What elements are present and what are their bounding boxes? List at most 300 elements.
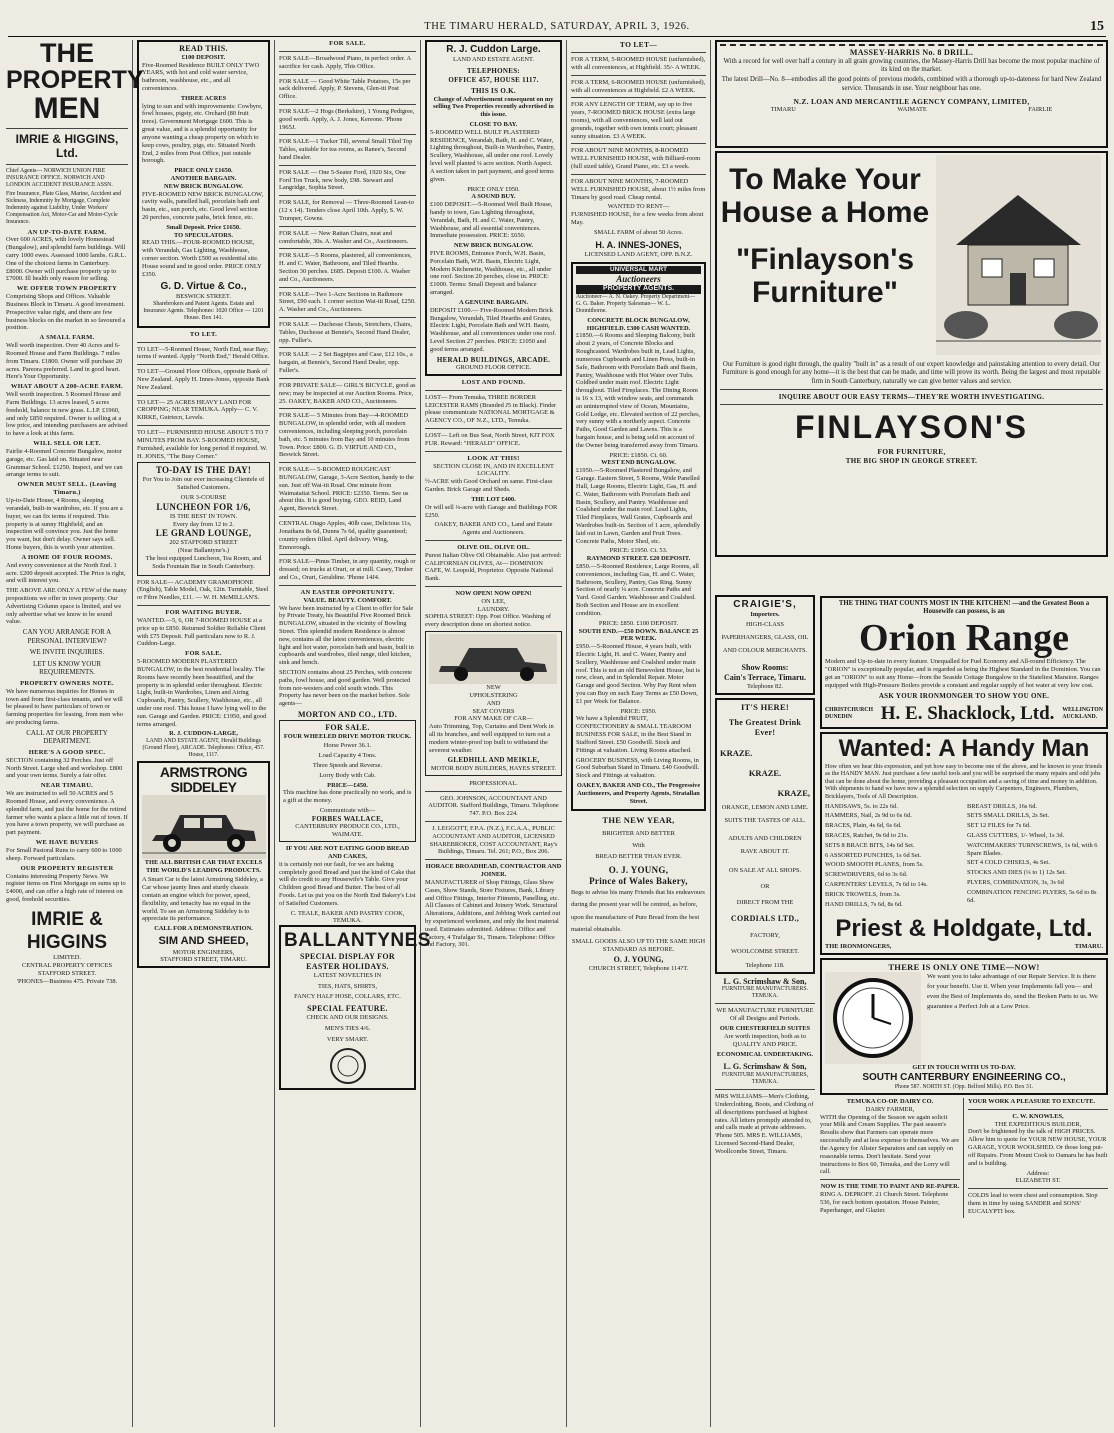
ballantynes-sub: SPECIAL DISPLAY FOR EASTER HOLIDAYS. — [300, 952, 395, 972]
temuka-heading: TEMUKA CO-OP. DAIRY CO. — [846, 1098, 934, 1106]
telephone-82: Telephone 82. — [746, 682, 784, 690]
professional-heading: PROFESSIONAL. — [469, 779, 518, 787]
truck-price: PRICE—£450. — [327, 781, 368, 789]
price-3: PRICE: £850. £100 DEPOSIT. — [598, 619, 679, 627]
tolet-4: TO LET— FURNISHED HOUSE ABOUT 5 TO 7 MINUTES FROM BAY. 5-ROOMED HOUSE, Furnished, available for long period if required. W. H. JONES, "The Busy Corner." — [137, 429, 269, 460]
clock-icon — [825, 972, 921, 1064]
orion-ad — [820, 596, 1108, 729]
owners-heading: PROPERTY OWNERS NOTE. — [20, 679, 114, 687]
look-sub: SECTION CLOSE IN, AND IN EXCELLENT LOCALITY. — [433, 462, 554, 478]
ok-text: Change of Advertisement consequent on my selling Two Properties recently advertised in this issue. — [433, 95, 554, 119]
cordials: CORDIALS LTD., — [730, 914, 800, 924]
gledhill-name: GLEDHILL AND MEIKLE, — [447, 756, 540, 765]
house-illustration — [936, 155, 1101, 355]
scrimshaw-1: L. G. Scrimshaw & Son, — [723, 976, 807, 986]
massey-ad — [715, 40, 1108, 148]
bottom-row — [820, 1098, 1108, 1218]
cains-terrace: Cain's Terrace, Timaru. — [724, 673, 806, 683]
get-in-touch: GET IN TOUCH WITH US TO-DAY. — [912, 1063, 1016, 1071]
horace-heading: HORACE BROADHEAD, CONTRACTOR AND JOINER. — [425, 863, 562, 879]
classified-item: FOR SALE—1 Tucker Till, several Small Tiled Top Tables, suitable for tea rooms, as Ranee's, Second hand Dealer. — [279, 138, 413, 162]
laundry: LAUNDRY. — [477, 605, 510, 613]
insurance-lines: Fire Insurance, Plate Glass, Marine, Accident and Sickness, Indemnity by Mortgage, Complete Indemnity against Liability, Under Workers' Compensation Act, Motor-Car and Motor-Cycle Insurance. — [6, 191, 122, 226]
tel-heading: TELEPHONES: — [466, 67, 521, 75]
tolet-heading: TO LET. — [189, 330, 218, 338]
classified-item: FOR SALE — 2 Set Bagpipes and Case, £12 10s., a bargain, at Bennie's, Second Hand Dealer, opp. Fuller's. — [279, 351, 413, 375]
tool-price: PLYERS, COMBINATION, 3s, 3s 6d — [967, 879, 1064, 887]
near-heading: NEAR TIMARU. — [40, 782, 94, 790]
small-farm: SMALL FARM of about 50 Acres. — [593, 228, 684, 236]
ballantynes-novel: LATEST NOVELTIES IN — [313, 971, 382, 979]
tool-price: HANDSAWS, 5s. to 22s 6d. — [825, 802, 898, 810]
ok-heading: THIS IS O.K. — [471, 87, 516, 96]
forany-text: FOR ANY MAKE OF CAR— — [454, 715, 533, 723]
classified-item: FOR SALE—Pinus Timber, in any quantity, rough or dressed; on trucks at Orari, or at mill. Casey, Timber and Co., Orari, Geraldine. 'Phone 14J4. — [279, 558, 416, 581]
importers: Importers. — [750, 611, 780, 619]
johnson-card: GEO. JOHNSON, ACCOUNTANT AND AUDITOR. Stafford Buildings, Timaru. Telephone 747. P.O. Box 224. — [428, 794, 559, 818]
gledhill-sub: MOTOR BODY BUILDERS, HAYES STREET. — [430, 764, 557, 772]
wanted-text: FURNISHED HOUSE, for a few weeks from about May. — [571, 211, 704, 226]
tolet-item: FOR A TERM, 6-ROOMED HOUSE (unfurnished), with all conveniences at Highfield. £2 A WEEK. — [571, 78, 706, 94]
classified-item: FOR SALE—5 Rooms, plastered, all conveniences, H. and C. Water, Bathroom, and Tiled Hearths. Section 30 perches. £685. Deposit £100. A. Washer and Co., Auctioneers. — [279, 252, 412, 283]
virtue-address: BESWICK STREET. — [176, 292, 231, 300]
close-heading: CLOSE TO BAY. — [469, 121, 518, 129]
virtue-ad — [137, 40, 270, 328]
shack-city-4: AUCKLAND. — [1062, 713, 1098, 720]
read-heading: READ THIS. — [179, 44, 228, 53]
fin-terms: INQUIRE ABOUT OUR EASY TERMS—THEY'RE WORTH INVESTIGATING. — [778, 392, 1045, 401]
finlayson-headline — [720, 155, 930, 355]
classified-item: FOR SALE— 5 Minutes from Bay—4-ROOMED BUNGALOW, in splendid order, with all modern conveniences, including sleeping porch, porcelain bath, etc. 5 minutes from Bay and 10 minutes from Town. Price: £800. G. D. VIRTUE AND CO., Beswick Street. — [279, 412, 410, 459]
timaru-text: TIMARU. — [1074, 942, 1103, 950]
tool-price: CARPENTERS' LEVELS, 7s 6d to 14s. — [825, 881, 928, 889]
priest-sub — [825, 943, 1103, 951]
seat-text: SEAT COVERS — [472, 707, 515, 715]
with: With — [632, 841, 645, 849]
classified-item: FOR SALE — One 5-Seater Ford, 1920 Six, One Ford Ton Truck, new body, £98. Stewart and Langridge, Sophia Street. — [279, 168, 406, 192]
smallgoods: SMALL GOODS ALSO UP TO THE SAME HIGH STANDARD AS BEFORE. — [571, 937, 706, 953]
tool-price: STOCKS AND DIES (¼ to 1) 12s Set. — [967, 869, 1067, 877]
column-4 — [425, 40, 562, 1427]
price-2: PRICE: £1950. Ct. 53. — [609, 547, 668, 555]
column-1 — [6, 38, 144, 1427]
tool-price: SCREWDRIVERS, 6d to 3s 6d. — [825, 871, 908, 879]
leggott-card: J. LEGGOTT, F.P.A. (N.Z.), F.C.A.A., PUBLIC ACCOUNTANT AND AUDITOR, LICENSED SHAREBROKER, COST ACCOUNTANT, Ray's Buildings, Timaru. Tel. 261; P.O., Box 206. — [429, 825, 558, 856]
worth-inspection: Are worth inspection, both as to QUALITY AND PRICE. — [724, 1032, 806, 1048]
armstrong-ad — [137, 761, 270, 968]
masthead — [8, 20, 1106, 37]
universal-mart-ad — [571, 262, 706, 811]
forbes-name: FORBES WALLACE, — [311, 814, 384, 823]
spec-text: SECTION containing 32 Perches. Just off North Street. Large shed and workshop. £800 and your own terms. Surely a fair offer. — [6, 756, 123, 780]
virtue-name: G. D. Virtue & Co., — [160, 280, 247, 292]
tolet-item: FOR ABOUT NINE MONTHS, 8-ROOMED WELL FURNISHED HOUSE, with Billiard-room (full sized table), Grand Piano, etc. £3 a week. — [571, 147, 701, 171]
car-body: A Smart Car is the latest Armstrong Siddeley, a Car whose jaunty lines and sturdy chassis contain an engine which for power, speed, flexibility, and tenacity has no equal in the world. To see an Armstrong Siddeley is to appreciate its performance. — [142, 876, 263, 923]
factory: FACTORY, — [750, 932, 780, 940]
craigie-text: HIGH-CLASS PAPERHANGERS, GLASS, OIL AND COLOUR MERCHANTS. — [721, 621, 809, 654]
column-2 — [137, 40, 270, 1427]
scrimshaw-2-sub: FURNITURE MANUFACTURERS, TEMUKA. — [721, 1072, 809, 1086]
large-name: R. J. Cuddon Large. — [446, 44, 541, 55]
laundry-text: SOPHIA STREET: Opp. Post Office. Washing of every description done on shortest notice. — [425, 613, 552, 629]
prince-bakery: Prince of Wales Bakery, — [589, 876, 688, 887]
tolet-3: TO LET— 25 ACRES HEAVY LAND FOR CROPPING; NEAR TEMUKA. Apply— C. V. KIRKE, Guirtecn, Levels. — [137, 398, 258, 422]
elizabeth-st: ELIZABETH ST. — [1015, 1177, 1061, 1185]
knowles-name: C. W. KNOWLES, — [1012, 1112, 1064, 1120]
forsale-heading: FOR SALE. — [185, 650, 222, 658]
column-rule — [710, 40, 711, 1427]
interview-text: CAN YOU ARRANGE FOR A PERSONAL INTERVIEW? — [22, 628, 112, 645]
ballantynes-ties: MEN'S TIES 4/6. — [324, 1024, 371, 1032]
price-1: PRICE: £1850. Ct. 60. — [609, 451, 668, 459]
fin-for: FOR FURNITURE, — [877, 447, 946, 457]
truck-heading: FOUR WHEELED DRIVE MOTOR TRUCK. — [283, 732, 412, 740]
tolet-item: FOR ABOUT NINE MONTHS, 7-ROOMED WELL FURNISHED HOUSE, about 1½ miles from Timaru by good road. Cheap rental. — [571, 177, 706, 201]
knowles-ad — [968, 1098, 1108, 1218]
small-farm-text: Well worth inspection. Over 40 Acres and 6-Roomed House and Farm Buildings. 7 miles from Timaru. £1800. Owner will purchase 20 acres. Pareora preferred. Land in good heart. Here's Your Opportunity. — [6, 342, 123, 381]
adults: ADULTS AND CHILDREN RAVE ABOUT IT. — [728, 835, 802, 856]
lounge-ad — [137, 462, 270, 575]
innes-sub: LICENSED LAND AGENT, OPP. B.N.Z. — [584, 250, 693, 258]
tool-lists — [825, 803, 1103, 911]
temuka-dairy-ad — [820, 1098, 964, 1218]
nzloan: N.Z. LOAN AND MERCANTILE AGENCY COMPANY, LIMITED, — [793, 96, 1030, 106]
tool-price: SET 4 COLD CHISELS, 4s Set. — [967, 859, 1050, 867]
buyers-heading: WE HAVE BUYERS — [35, 839, 99, 847]
trim-text: Auto Trimming, Top, Curtains and Dent Work in all its branches, and well equipped to turn out a modern winter-proof top built to withstand the severest weather. — [429, 723, 554, 754]
read-text: Five-Roomed Residence BUILT ONLY TWO YEARS, with hot and cold water service, bathroom, washhouse, etc., and all conveniences. — [142, 61, 260, 92]
luncheon: LUNCHEON FOR 1/6, — [156, 501, 251, 512]
sim-sub: MOTOR ENGINEERS, — [172, 948, 235, 956]
church-street: CHURCH STREET, Telephone 114?T. — [588, 965, 689, 973]
oakey-footer: OAKEY, BAKER AND CO., The Progressive Auctioneers, and Property Agents, Stratallan Street. — [576, 781, 701, 805]
new-text: NEW — [486, 684, 501, 692]
ballantynes-check: CHECK AND OUR DESIGNS. — [306, 1014, 389, 1022]
lounge-address: 202 STAFFORD STREET — [169, 539, 238, 547]
olive-text: Purest Italian Olive Oil Obtainable. Also just arrived: CALIFORNIAN OLIVES, At— DOMINION CAFE, W. Leopold, Proprietor. Opposite National Bank. — [425, 551, 562, 583]
knowles-text: Don't be frightened by the talk of HIGH PRICES. Allow him to quote for YOUR NEW HOUSE, YOUR GARAGE, YOUR WOOLSHED. Or those long put-off Repairs. From Mount Cook to Oamaru he has built and is building. — [968, 1128, 1108, 1167]
course: OUR 3-COURSE — [180, 493, 227, 501]
lost-2: LOST— Left on Bus Seat, North Street, KIT FOX FUR. Reward: "HERALD" OFFICE. — [425, 432, 555, 447]
classified-item: FOR SALE, for Removal — Three-Roomed Lean-to (12 x 14). Tenders close April 10th. Apply, S. W. Trumper, Gowns. — [279, 199, 414, 222]
best: IS THE BEST IN TOWN. — [169, 512, 238, 520]
shacklock-name: H. E. Shacklock, Ltd. — [880, 703, 1055, 725]
communicate: Communicate with— — [319, 807, 376, 815]
three-heading: THREE ACRES — [180, 94, 227, 102]
raymond-text: £850.—5-Roomed Residence, Large Rooms, all conveniences, including Gas, H. and C. Water, Bathroom, Scullery, Pantry, Gas Ring. Sunny Section of nearly ¼ acre. Concrete Paths and Yard. Good Garden. Washhouse and Coalshed. Both Section and House are in excellent condition. — [576, 563, 699, 617]
town-timaru: TIMARU — [770, 106, 796, 114]
easter-heading: AN EASTER OPPORTUNITY. — [300, 588, 395, 596]
upholstering-ad — [425, 631, 562, 776]
close-text: 5-ROOMED WELL BUILT PLASTERED RESIDENCE, Verandah, Bath, H. and C. Water, Lighting throughout, Built-in Wardrobes, Pantry, Scullery, Washhouse, all under one roof. Lovely level well planted ¼ acre section. North Aspect. A section taken in part payment, and good terms given. — [430, 128, 555, 183]
brighter: BRIGHTER AND BETTER — [602, 829, 675, 837]
car-tagline: THE ALL BRITISH CAR THAT EXCELS THE WORLD'S LEADING PRODUCTS. — [144, 858, 263, 874]
concrete-heading: CONCRETE BLOCK BUNGALOW, HIGHFIELD. £300 CASH WANTED. — [586, 316, 691, 332]
truck-spec-2: Three Speeds and Reverse. — [312, 762, 383, 770]
another-sub: NEW BRICK BUNGALOW. — [163, 182, 243, 190]
tool-price: BRACES, Ratchet, 9s 6d to 21s. — [825, 832, 909, 840]
flavours: ORANGE, LEMON AND LIME. SUITS THE TASTES OF ALL. — [721, 803, 809, 824]
tool-price: SETS 8 BRACE BITS, 14s 6d Set. — [825, 841, 915, 849]
register-heading: OUR PROPERTY REGISTER — [20, 864, 114, 872]
scrimshaw-1-sub: FURNITURE MANUFACTURERS. TEMUKA. — [721, 986, 809, 1000]
footer-ltd: LIMITED. — [53, 954, 81, 962]
farm-text: Over 600 ACRES, with lovely Homestead (Bungalow), and splendid farm buildings. Will carry 1000 ewes. Assessed 1000 lambs. G.R.L. One of the choicest farms in Canterbury. £8000. Owner will purchase property up to £7000. Ill health only reason for selling. — [6, 236, 127, 283]
armstrong-brand: ARMSTRONG SIDDELEY — [159, 764, 248, 796]
car-illustration — [429, 634, 557, 684]
owner-heading: OWNER MUST SELL. (Leaving Timaru.) — [17, 481, 117, 497]
umart-name: UNIVERSAL MART — [576, 266, 701, 274]
bread-text: it is certainly not our fault, for we are baking completely good Bread and just the kind of Cake that will do credit to any Housewife's Table. Give your Children good Bread and Butter. The best of all Foods. Let us put you on the North End Bakery's List of Satisfied Customers. — [279, 860, 416, 907]
ballantynes-name: BALLANTYNES — [284, 930, 431, 952]
tolet-item: FOR A TERM, 5-ROOMED HOUSE (unfurnished), with all conveniences, at Highfield. 35/- A WEEK. — [571, 56, 706, 71]
truck-forsale: FOR SALE. — [325, 722, 370, 732]
williams-text: MRS WILLIAMS—Men's Clothing, Underclothing, Boots, and Clothing of all descriptions purchased at highest rates. All letters promptly attended to, and calls made at private addresses. 'Phone 505. MRS E. WILLIAMS, Licensed Second-Hand Dealer, Woollcombe Street, Timaru. — [715, 1093, 814, 1155]
seal-icon — [328, 1046, 368, 1086]
dept-text: CALL AT OUR PROPERTY DEPARTMENT. — [26, 728, 108, 746]
clock-text: We want you to take advantage of our Repair Service. It is there for your benefit. Use it. When your Implements fall you— and even the Best of Implements do, send the Broken Parts to us. We guarantee a Perfect Job at a Low Price. — [927, 972, 1098, 1010]
and-text: AND — [486, 699, 501, 707]
shack-cities-left — [825, 707, 873, 721]
tool-price: BRACES, Plain, 4s 6d, 6s 6d. — [825, 822, 902, 830]
chesterfield: OUR CHESTERFIELD SUITES — [719, 1025, 811, 1033]
now-open: NOW OPEN! NOW OPEN! — [455, 590, 532, 598]
sim-sheed: SIM AND SHEED, — [158, 935, 249, 948]
renew-heading: NOW IS THE TIME TO PAINT AND RE-PAPER. — [820, 1183, 960, 1191]
farm200-text: Well worth inspection. 5 Roomed House and Farm Buildings. 13 acres leased, 5 acres freehold, balance in new grass. L.I.P. £1960, and only £850 required. Owner is selling at a low price, and intending purchasers are advised to have a look at this farm. — [6, 391, 128, 438]
west-text: £1950.—5-Roomed Plastered Bungalow, and Garage. Eastern Street, 5 Rooms, Wide Panelled Hall, Large Rooms, Electric Light, Gas, H. and C. Water, Bathroom with Porcelain Bath and Basin, Scullery, and Pantry. Washhouse and Coalshed under the main roof. Lead Lights, Tiled Fireplaces, Wall Grates, Cupboards and Wardrobes built-in. Section of 1 acre, splendidly laid out in Lawn, Garden and Fruit Trees. Concrete Paths, Motor Shed, etc. — [576, 467, 701, 545]
headline-men: MEN — [33, 92, 101, 126]
colds-text: COLDS lead to worn chest and consumption. Stop them in time by using SANDER and SONS' EUCALYPTI box. — [968, 1192, 1098, 1215]
waiting-text: WANTED.—5, 6, OR 7-ROOMED HOUSE at a price up to £850. Returned Soldier Reliable Client with £75 Deposit. Full particulars now to R. J. Cuddon-Large. — [137, 616, 266, 648]
property-men-ad — [6, 38, 144, 985]
telephone-118: Telephone 118. — [745, 961, 785, 969]
column-8 — [820, 596, 1108, 1427]
classified-item: FOR SALE — New Rattan Chairs, neat and comfortable, 30s. A. Washer and Co., Auctioneers. — [279, 229, 409, 245]
herald-buildings: HERALD BUILDINGS, ARCADE. — [436, 355, 551, 364]
confectionery-text: We have a Splendid FRUIT, CONFECTIONERY & SMALL TEAROOM BUSINESS FOR SALE, in the Best Stand in Stafford Street. £50 Goodwill. Stock and Fittings at valuation. Living Rooms attached. — [576, 715, 692, 754]
truck-spec-3: Lorry Body with Cab. — [319, 771, 376, 779]
knowles-sub: THE EXPEDITIOUS BUILDER, — [994, 1120, 1082, 1128]
finlayson-name: FINLAYSON'S — [795, 409, 1028, 446]
lounge-near: (Near Ballantyne's.) — [177, 547, 230, 555]
forsale-heading: FOR SALE. — [329, 40, 366, 47]
sell-text: Fairlie 4-Roomed Concrete Bungalow, motor garage, etc. Gas laid on. Situated near Grammar School. £1250. Inspect, and we can arrange terms to suit. — [6, 447, 123, 479]
its-here: IT'S HERE! — [740, 701, 790, 712]
tolet-list — [571, 52, 706, 201]
large-sub: LAND AND ESTATE AGENT. — [452, 56, 535, 64]
tool-price: BREAST DRILLS, 16s 6d. — [967, 802, 1038, 810]
orion-text: Modern and Up-to-date in every feature. Unequalled for Fuel Economy and All-round Efficiency. The "ORION" is exceptionally popular, and is regarded as being the Highest Standard in the Dominion. You can get an "ORION" to suit any Home—from the Seaside Cottage Bungalow to the Stateliest Mansion. Ranges equipped with High-Pressure Boilers provide a constant and regular supply of hot water at very low cost. — [825, 658, 1101, 689]
young-text: Begs to advise his many Friends that his endeavours during the present year will be centred, as before, upon the manufacture of Pure Bread from the best material obtainable. — [571, 889, 705, 933]
onsale: ON SALE AT ALL SHOPS. — [728, 866, 802, 874]
four-rooms-heading: A HOME OF FOUR ROOMS. — [21, 553, 113, 561]
demo-text: CALL FOR A DEMONSTRATION. — [154, 925, 253, 933]
classified-item: FOR SALE — Good White Table Potatoes, 15s per sack delivered. Apply, P. Stevens, Glen-iti Post Office. — [279, 77, 411, 101]
today-text: For You to Join our ever increasing Clientele of Satisfied Customers. — [142, 476, 265, 492]
car-illustration — [142, 795, 266, 859]
town-heading: WE OFFER TOWN PROPERTY — [16, 285, 118, 293]
gramophone-ad: FOR SALE— ACADEMY GRAMOPHONE (English), Table Model, Oak, 12in. Turntable, Steel or Fibre Needles, £11. — W. H. McMILLAN'S. — [137, 578, 269, 602]
lounge-name: LE GRAND LOUNGE, — [155, 528, 252, 539]
west-heading: WEST END BUNGALOW. — [601, 459, 676, 467]
concrete-text: £1850.—6 Rooms and Sleeping Balcony, built about 2 years, of Concrete Blocks and Roughcasted. Wardrobes built in, Lead Lights, numerous Cupboards and Linen Press, built-in Safe, Bathroom with Porcelain Bath and Basin, Pantry, Washhouse with Hot Water over Tubs. Coldbed under main roof. Electric Light throughout. Tiled Fireplaces. The Dining Room is 16 x 13, with window seats, and commands an uninterrupted view of Ocean, Mountains, Gold Lodge, etc. Elevated section of 22 perches, very sunny with a northerly aspect. Concrete Paths, Good Garden and Lawns. This is a bargain house, and is being sold on account of the Owner being transferred away from Timaru. — [576, 332, 701, 449]
look-heading: LOOK AT THIS! — [467, 454, 520, 462]
bread-heading: IF YOU ARE NOT EATING GOOD BREAD AND CAKES, — [285, 845, 410, 860]
ballantynes-spec: SPECIAL FEATURE. — [307, 1004, 388, 1014]
sound-text: £100 DEPOSIT.—5-Roomed Well Built House, handy to town, Gas Lighting throughout, Verandah, Bath, H. and C. Water, Pantry, Washhouse, and all essential conveniences. Immediate possession. PRICE: £650. — [430, 201, 553, 240]
brick-heading: NEW BRICK BUNGALOW. — [453, 242, 533, 250]
orion-name: Orion Range — [858, 616, 1070, 659]
horace-text: MANUFACTURER of Shop Fittings, Glass Show Cases, Show Stands, Store Fixtures, Bank, Library and Office Fittings, Interior Fitments, Panelling, etc. All Classes of Cabinet and Joinery Work. Structural Alterations, Additions, and Jobbing Work carried out by experienced workmen, and only the best material used. Estimates submitted. Address: Office and Factory, 4 Trafalgar St., Timaru. Telephone: Office and Factory, 301. — [425, 878, 561, 949]
three-price: PRICE ONLY £1650. — [174, 167, 233, 175]
young-name-2: O. J. YOUNG, — [613, 955, 664, 965]
finlayson-top — [720, 155, 1103, 355]
spec-heading: TO SPECULATORS. — [174, 231, 233, 239]
cuddon-large-ad — [425, 40, 562, 376]
kraze-1: KRAZE. — [720, 747, 753, 758]
umart-agents: PROPERTY AGENTS. — [576, 285, 701, 294]
fin-q2: Furniture" — [752, 276, 898, 309]
classified-item: CENTRAL Otago Apples, 40lb case, Delicious 11s, Jonathans 8s 6d, Dunns 7s 6d, quality guaranteed; country orders filled. April delivery. Wing, Enmorough. — [279, 520, 412, 551]
another-text: FIVE-ROOMED NEW BRICK BUNGALOW, cavity walls, panelled hall, porcelain bath and basin, etc., sun porch, etc. Good level section 20 perches, concrete paths, brick fence, etc. — [142, 190, 264, 221]
buyers-text: For Small Pastoral Runs to carry 600 to 1000 sheep. Forward particulars. — [6, 846, 122, 862]
classified-item: FOR SALE— 5-ROOMED ROUGHCAST BUNGALOW, Garage, 3-Acre Section, handy to the sun. Just off Wai-iti Road. One minute from Waimataitai School. PRICE: £2350. Terms. See us about this. It is good buying. GEO. REID, Land Agent, Beswick Street. — [279, 466, 414, 513]
register-text: Contains interesting Property News. We register items on First Mortgage on sums up to £4000, and can offer a high rate of interest on good, freehold securities. — [6, 872, 126, 903]
read-sub: £100 DEPOSIT. — [181, 53, 226, 61]
handy-text: How often we hear this expression, and yet how easy to become one of the above, and be known to your friends as the HANDY MAN. Just purchase a few useful tools and you will be surprised the many repairs and odd jobs that can be done about the home, providing a pleasant occupation and a saving of time and money in addition. With shipments to hand we have now a splendid selection on supply Carpenters, Engineers, Plumbers, Bricklayers, Tools of All Description. — [825, 762, 1103, 801]
lot-price: THE LOT £400. — [471, 495, 516, 503]
economical: ECONOMICAL UNDERTAKING. — [716, 1050, 814, 1058]
shack-city-1: CHRISTCHURCH — [825, 706, 873, 713]
column-rule — [274, 40, 275, 1427]
olive-heading: OLIVE OIL. OLIVE OIL. — [457, 543, 530, 551]
tool-list-left — [825, 803, 961, 911]
tolet-1: TO LET—5-Roomed House, North End, near Bay; terms if wanted. Apply "North End," Herald Office. — [137, 345, 270, 361]
finlayson-ad — [715, 151, 1108, 557]
fin-text: Our Furniture is good right through, the quality "built in" as a result of our expert knowledge and painstaking attention to every detail. Our Furniture is good enough for any home—it is the best that can be made, and time will prove its worth. Being the largest and most reputable firm in South Canterbury, naturally we can give better values and service. — [722, 361, 1101, 385]
priest-holdgate: Priest & Holdgate, Ltd. — [835, 914, 1093, 942]
town-text: Comprising Shops and Offices. Valuable Business Block in Timaru. A good investment. Prospective value right, and there are few business blocks on the market in so favoured a position. — [6, 293, 126, 332]
kraze-2: KRAZE. — [748, 767, 782, 778]
agents-text: Chief Agents— NORWICH UNION FIRE INSURANCE OFFICE. NORWICH AND LONDON ACCIDENT INSURANCE ASSN. — [6, 168, 113, 189]
ballantynes-fancy: FANCY HALF HOSE, COLLARS, ETC. — [294, 993, 401, 1001]
newyear-heading: THE NEW YEAR, — [602, 815, 675, 826]
oakey-sig: OAKEY, BAKER AND CO., Land and Estate Agents and Auctioneers. — [434, 521, 553, 537]
tool-price: HAND DRILLS, 7s 6d, 8s 6d. — [825, 900, 903, 908]
shacklock-row — [825, 702, 1103, 725]
invite-text: WE INVITE INQUIRIES. — [29, 648, 105, 657]
truck-spec-1: Load Capacity 4 Tons. — [318, 752, 377, 760]
town-fairlie: FAIRLIE — [1028, 106, 1053, 114]
on-lee: ON LEE, — [481, 597, 506, 605]
clock-row — [825, 972, 1103, 1064]
easter-sub: VALUE. BEAUTY. COMFORT. — [303, 596, 392, 604]
upholstering-text: UPHOLSTERING — [469, 691, 518, 699]
south-heading: SOUTH END.—£50 DOWN. BALANCE 25 PER WEEK. — [578, 627, 699, 643]
town-waimate: WAIMATE — [897, 106, 927, 114]
tolet-heading: TO LET— — [619, 40, 658, 49]
brick-text: FIVE ROOMS, Entrance Porch, W.H. Basin, Porcelain Bath, W.H. Basin, Electric Light, Modern Kitchenette, Washhouse, etc., all under one roof. Section 20 perches, close in. PRICE: £1000. Terms: Small Deposit and balance arranged. — [430, 250, 552, 297]
fin-h1: To Make Your — [729, 163, 921, 196]
owner-text: Up-to-Date House, 4 Rooms, sleeping verandah, built-in wardrobes, etc. If you are a buyer, we can fix terms if required. This property is at sunny Highfield, and an inspection will convince you. Just the home you want, but don't delay. Owner says sell. Home buyers, this is worth your attention. — [6, 497, 123, 551]
tool-price: HAMMERS, Nail, 2s 9d to 6s 6d. — [825, 812, 912, 820]
scrimshaw-2: L. G. Scrimshaw & Son, — [723, 1062, 807, 1072]
easter-text: We have been instructed by a Client to offer for Sale by Private Treaty, his Beautiful Five Roomed Brick BUNGALOW, situated in the vicinity of Bowling Street. This splendid modern Residence is almost new, contains all the latest conveniences, electric light and hot water, porcelain bath and basin, built in cupboards and wardrobes, tiled range, tiled kitchen, sink and bench. — [279, 604, 414, 667]
masthead-title: THE TIMARU HERALD, SATURDAY, APRIL 3, 1926. — [424, 21, 690, 32]
orion-top: THE THING THAT COUNTS MOST IN THE KITCHEN! —and the Greatest Boon a Housewife can possess, is an — [838, 600, 1090, 616]
classified-item: FOR SALE—Two 1-Acre Sections in Rathmore Street, £90 each. 1 corner section Wai-iti Road, £250. A. Washer and Co., Auctioneers. — [279, 290, 416, 314]
shack-cities-right — [1062, 707, 1103, 721]
truck-text: This machine has done practically no work, and is a gift at the money. — [283, 789, 412, 805]
south-text: £950.—5-Roomed House, 4 years built, with Electric Light, H. and C. Water, Pantry and Scullery, Washhouse and Coalshed under main roof. This is not an old Benevolent House, but is new, clean, and in Splendid Repair. Motor Garage and good Section. Why Pay Rent when you can Buy on such Easy Terms as £50 Down, £1 per Week for Balance. — [576, 643, 700, 705]
classified-item: FOR SALE—2 Hogs (Berkshire), 1 Young Pedigree, good worth. Apply, A. J. Jones, Kereone. 'Phone 1965J. — [279, 107, 415, 131]
sound-heading: A SOUND BUY. — [471, 193, 516, 201]
massey-text: With a record for well over half a century in all grain growing countries, the Massey-Harris Drill has become the most popular machine of its kind on the market. — [723, 57, 1100, 74]
grocery-text: GROCERY BUSINESS, with Living Rooms, in Good Suburban Stand in Timaru. £40 Goodwill. Stock and Fittings at valuation. — [576, 756, 700, 780]
dairy-text: WITH the Opening of the Season we again solicit your Milk and Cream Supplies. The past season's Results show that Farmers can operate more successfully and at less expense to themselves. We are the Agency for Alister Separators and can supply on reasonable terms. Don't hesitate. Send your instructions to Box 60, Temuka, and the Lorry will call. — [820, 1113, 960, 1176]
tolet-2: TO LET—Ground Floor Offices, opposite Bank of New Zealand. Apply H. Innes-Jones, opposite Bank New Zealand. — [137, 368, 270, 391]
virtue-telephones: Sharebrokers and Patent Agents. Estate and Insurance Agents. Telephones: 1020 Office — 1201 House. Box 141. — [143, 300, 264, 321]
tool-price: SETS SMALL DRILLS, 2s Set. — [967, 812, 1050, 820]
ballantynes-smart: VERY SMART. — [326, 1035, 369, 1043]
cuddon-sub: LAND AND ESTATE AGENT, Herald Buildings (Ground Floor), ARCADE. Telephones: Office, 457. House, 1117. — [142, 738, 265, 759]
today-heading: TO-DAY IS THE DAY! — [155, 465, 252, 476]
lounge-tail: The best equipped Luncheon, Tea Room, and Soda Fountain Bar in South Canterbury. — [145, 554, 262, 570]
headline-the: THE — [40, 38, 94, 68]
truck-ad — [279, 720, 416, 842]
wanted-heading: WANTED TO RENT— — [607, 203, 670, 211]
address-label: Address: — [1026, 1169, 1050, 1177]
three-text: lying to sun and with improvements: Cowbyre, fowl houses, pigsty, etc. Orchard (80 fruit trees). Government Mortgage £600. This is great value, and is a splendid opportunity for anyone wanting a cheap property on which to keep cows, poultry, pigs, etc. Situated North End, 2 miles from Post Office, just outside borough. — [142, 102, 263, 165]
umart-sub: Auctioneers — [616, 274, 661, 285]
fin-q: "Finlayson's — [735, 243, 915, 276]
engineering-ad — [820, 958, 1108, 1095]
nzloan-towns — [720, 106, 1103, 114]
classified-item: FOR SALE — Duchesse Chests, Stretchers, Chairs, Tables, Duchesse at Bennie's, Second Hand Dealer, opp. Fuller's. — [279, 321, 412, 344]
tool-price: 6 ASSORTED PUNCHES, 1s 6d Set. — [825, 851, 922, 859]
woolcombe: WOOLCOMBE STREET. — [730, 947, 800, 955]
tool-price: GLASS CUTTERS, 1/- Wheel, 1s 3d. — [967, 832, 1065, 840]
wanted-handy-man: Wanted: A Handy Man — [838, 735, 1090, 763]
column-rule — [566, 40, 567, 1427]
page-number: 15 — [1090, 19, 1104, 34]
firm-name: IMRIE & HIGGINS, Ltd. — [15, 131, 119, 161]
ballantynes-items: TIES, HATS, SHIRTS, — [317, 982, 378, 990]
sell-heading: WILL SELL OR LET. — [33, 440, 101, 448]
umart-staff: Auctioneer— A. N. Oakey. Property Department— G. G. Baker. Property Salesman— W. L. Donnithorne. — [576, 293, 696, 314]
young-name: O. J. YOUNG, — [608, 865, 669, 876]
tel-numbers: OFFICE 457, HOUSE 1117. — [448, 75, 539, 84]
lot-text: Or will sell ¼-acre with Garage and Buildings FOR £250. — [425, 503, 558, 519]
bread-better: BREAD BETTER THAN EVER. — [595, 853, 682, 861]
small-farm-heading: A SMALL FARM. — [39, 334, 95, 342]
baker-name: C. TEALE, BAKER AND PASTRY COOK, TEMUKA. — [290, 909, 405, 925]
direct: DIRECT FROM THE — [736, 898, 794, 906]
tolet-item: FOR ANY LENGTH OF TERM, say up to five years, 7-ROOMED BRICK HOUSE (extra large rooms), with all conveniences, well laid out grounds, together with own tennis court; pleasant sunny situation. £3 A WEEK. — [571, 101, 698, 140]
lost-heading: LOST AND FOUND. — [461, 378, 526, 386]
forsale-list — [279, 51, 416, 582]
dairy-farmer: DAIRY FARMER, — [865, 1105, 915, 1113]
craigie-name: CRAIGIE'S, — [733, 599, 797, 610]
near-text: We are instructed to sell 50 ACRES and 5 Roomed House, and every convenience. A splendid farm, and just the home for the retired farmer who wants a place a little out of town. If you have a town property, we will purchase as part payment. — [6, 790, 128, 837]
massey-heading: MASSEY-HARRIS No. 8 DRILL. — [849, 48, 974, 57]
look-text: ½-ACRE with Good Orchard on same. First-class Garden. Brick Garage and Sheds. — [425, 478, 553, 494]
greatest-drink: The Greatest Drink Ever! — [728, 718, 802, 737]
renew-text: RING A. DEPROFF. 21 Church Street. Telephone 536, for each bottom quotation. House Painter, Paperhanger, and Glazier. — [820, 1190, 949, 1214]
innes-name: H. A. INNES-JONES, — [595, 239, 682, 250]
lost-1: LOST— From Temuka, THREE BORDER LEICESTER RAMS (Branded J5 in Black). Finder please communicate NATIONAL MORTGAGE & AGENCY CO., OF N.Z., LTD., Temuka. — [425, 393, 557, 425]
